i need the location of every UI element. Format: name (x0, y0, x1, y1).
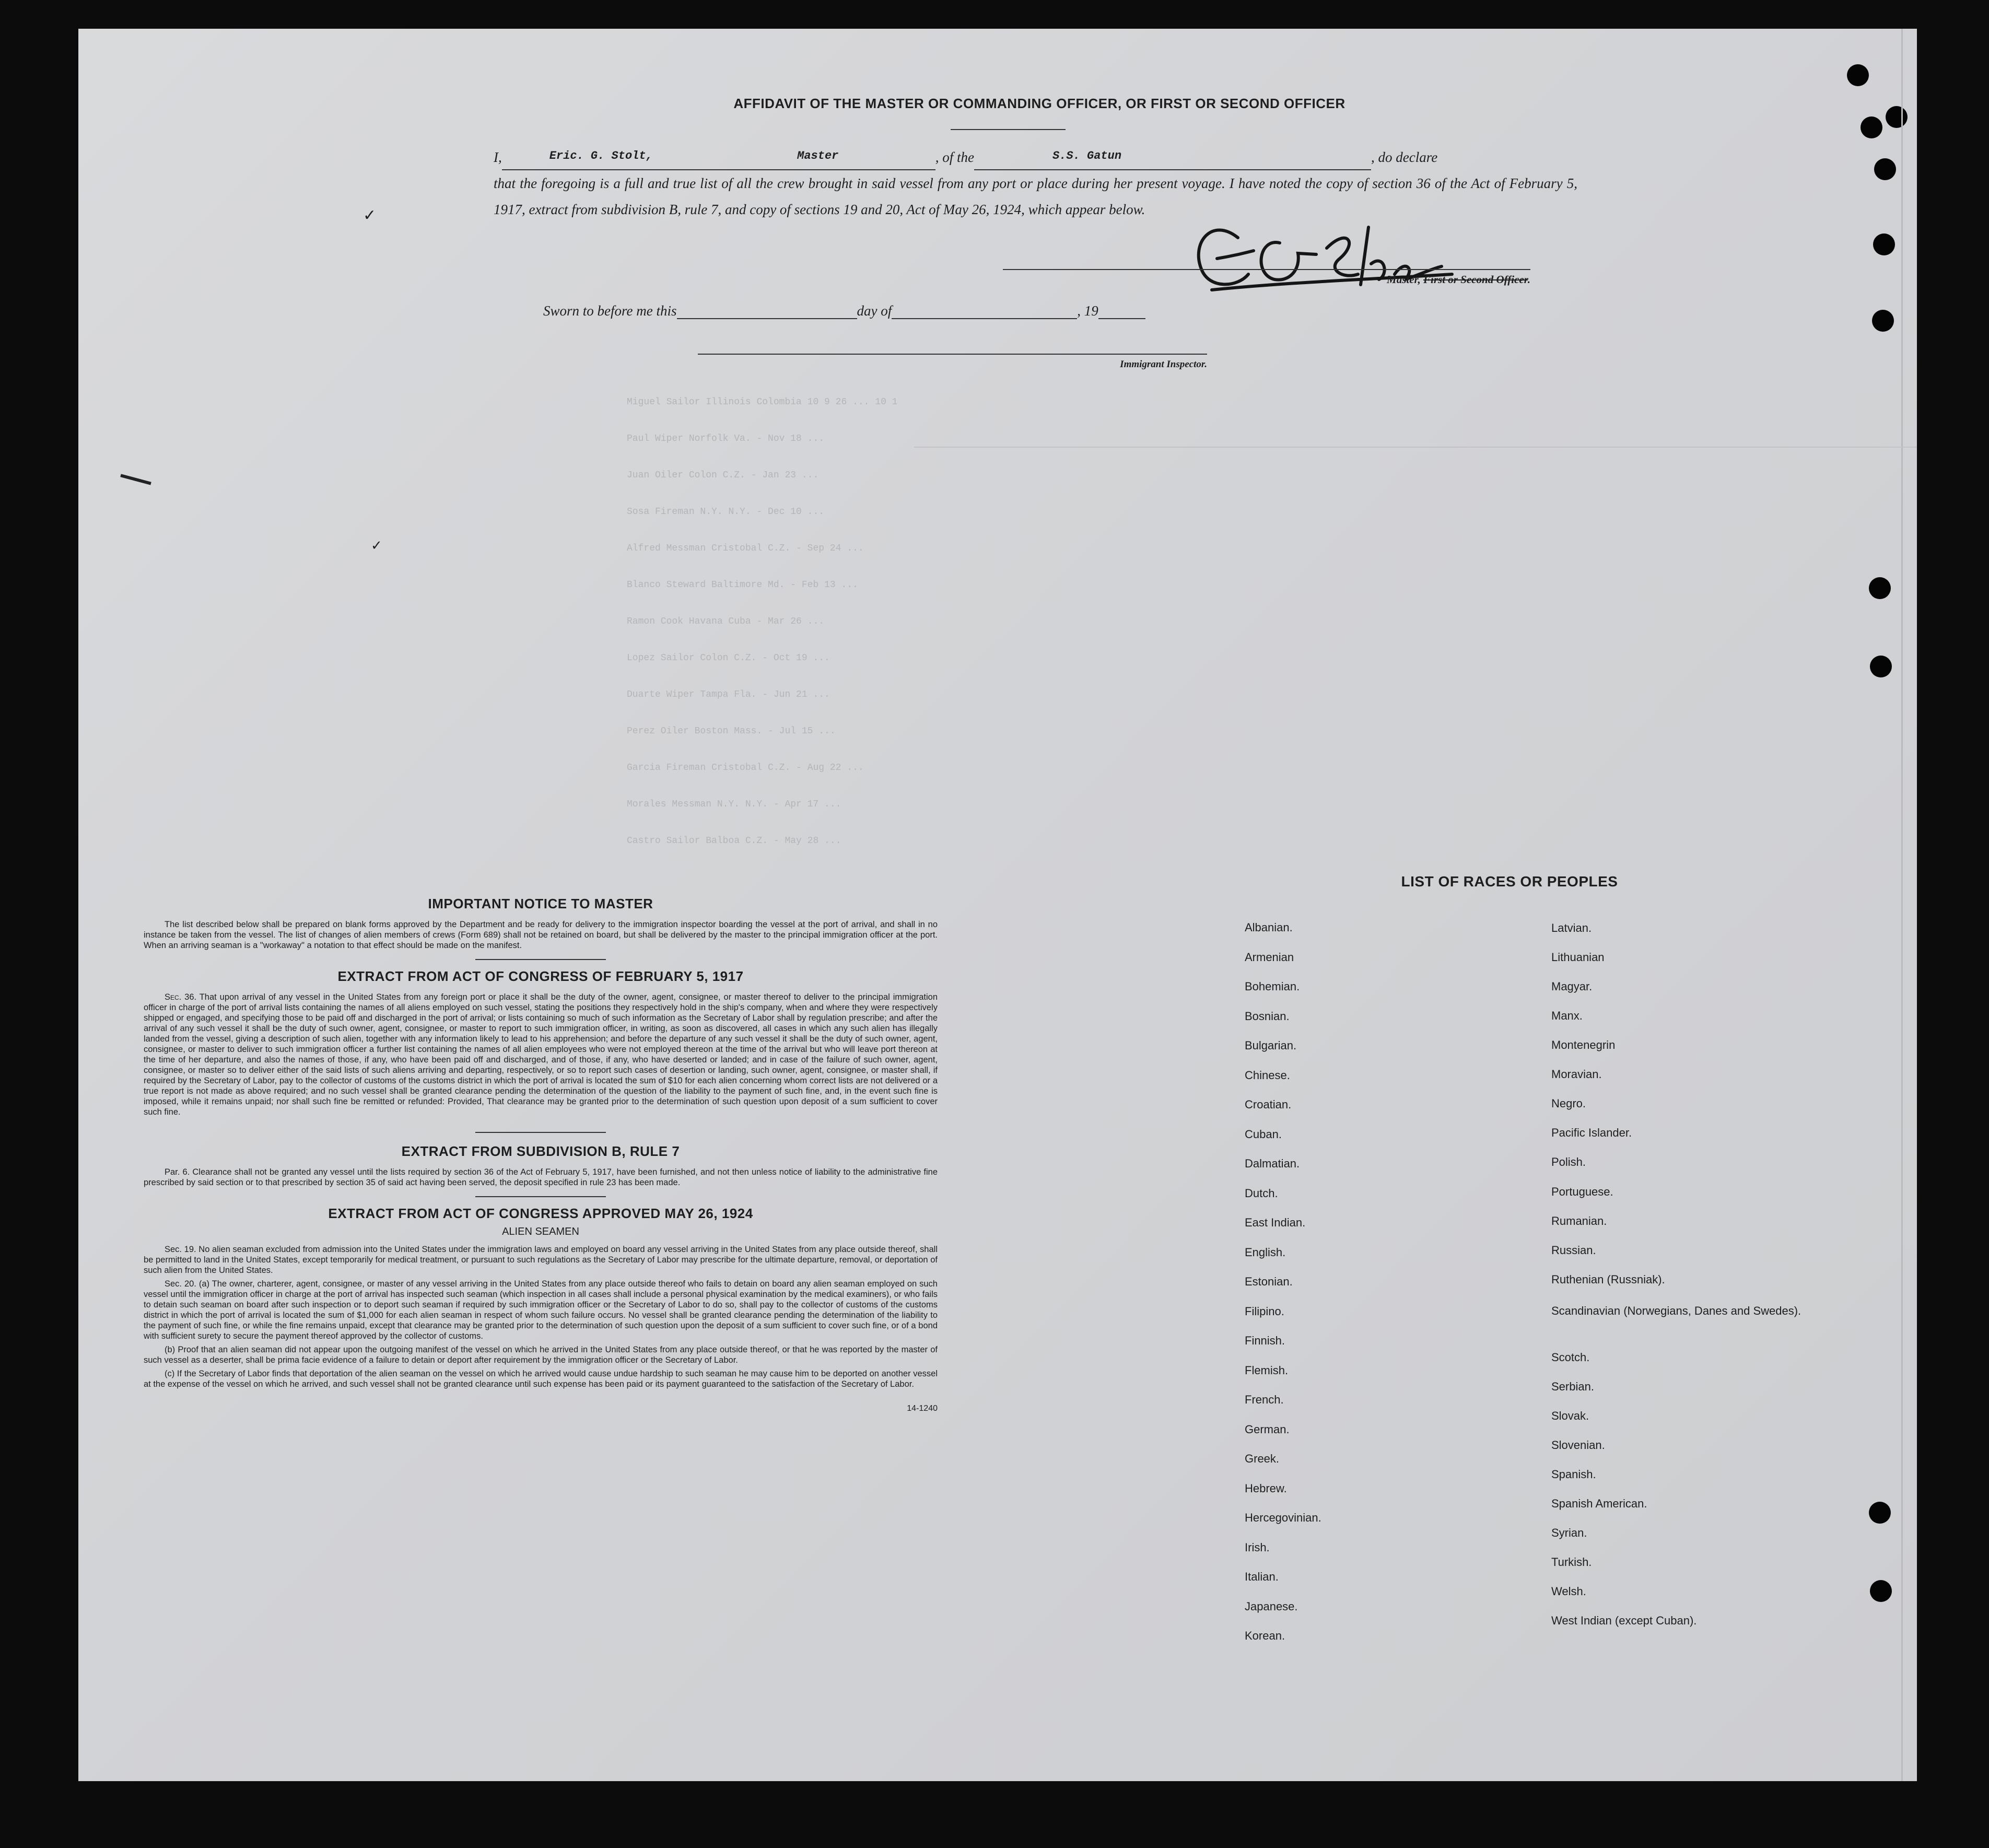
sec36-label: Sec. 36. (165, 992, 197, 1002)
race-item: Chinese. (1245, 1068, 1290, 1082)
race-item: Estonian. (1245, 1275, 1293, 1288)
race-item: Flemish. (1245, 1363, 1289, 1377)
form-number: 14-1240 (907, 1404, 938, 1413)
prefix-i: I, (494, 149, 502, 165)
race-item: Bosnian. (1245, 1009, 1290, 1023)
sworn-year-field[interactable] (1098, 318, 1145, 319)
race-item: Dutch. (1245, 1186, 1278, 1200)
title-rule (951, 129, 1066, 130)
race-item: Dalmatian. (1245, 1157, 1300, 1170)
race-item: Hebrew. (1245, 1481, 1287, 1495)
race-item: Japanese. (1245, 1599, 1298, 1613)
sec36-text: That upon arrival of any vessel in the United States from any foreign port or place it shall be the duty of the owner, agent, consignee, or master thereof to deliver to the principal immigration officer in charge of the port of arrival lists containing the names of all aliens employed on such vessel, stating the positions they respectively hold in the ship's company, when and where they were respectively shipped or engaged, and specifying those to be paid off and discharged in the port of arrival; or lists containing so much of such information as the Secretary of Labor shall by regulation prescribe; and after the arrival of any such vessel it shall be the duty of such owner, agent, consignee, or master to report to such immigration officer, in writing, as soon as discovered, all cases in which any such alien has illegally landed from the vessel, giving a description of such alien, together with any information likely to lead to his apprehension; and before the departure of any such vessel it shall be the duty of such owner, agent, consignee, or master to deliver to such immigration officer a further list containing the names of all alien employees who were not employed thereon at the time of the arrival but who will leave port thereon at the time of her departure, and also the names of those, if any, who have been paid off and discharged, and of those, if any, who have deserted or landed; and in case of the failure of such owner, agent, consignee, or master so to deliver either of the said lists of such aliens arriving and departing, respectively, or so to report such cases of desertion or landing, such owner, agent, consignee, or master shall, if required by the Secretary of Labor, pay to the collector of customs of the customs district in which the port of arrival is located the sum of $10 for each alien concerning whom correct lists are not delivered or a true report is not made as above required; and no such vessel shall be granted clearance pending the determination of the question of the liability to the payment of such fine, and, in the event such fine is imposed, while it remains unpaid; nor shall such fine be remitted or refunded: Provided, That clearance may be granted prior to the determination of such question upon deposit of a sum sufficient to cover such fine. (144, 992, 938, 1117)
punch-hole (1847, 64, 1869, 86)
race-item: Portuguese. (1551, 1185, 1613, 1198)
race-item: Bohemian. (1245, 980, 1300, 993)
signature-line (1003, 269, 1530, 270)
race-item: Turkish. (1551, 1555, 1592, 1569)
master-signature (1160, 196, 1483, 316)
extract-1924-title: EXTRACT FROM ACT OF CONGRESS APPROVED MAY 26, 1924 (328, 1206, 753, 1221)
declaration-first-line (494, 141, 1577, 170)
ink-mark: ✓ (363, 207, 377, 224)
document-page: Miguel Sailor Illinois Colombia 10 9 26 ... 10 1 Paul Wiper Norfolk Va. - Nov 18 ... Juan Oiler Colon C.Z. - Jan 23 ... Sosa Fireman N.Y. N.Y. - Dec 10 ... Alfred Messman Cristobal C.Z. - Sep 24 ... Blanco Steward Baltimore Md. - Feb 13 ... Ramon Cook Havana Cuba - Mar 26 ... Lopez Sailor Colon C.Z. - Oct 19 ... Duarte Wiper Tampa Fla. - Jun 21 ... Perez Oiler Boston Mass. - Jul 15 ... Garcia Fireman Cristobal C.Z. - Aug 22 ... Morales Messman N.Y. N.Y. - Apr 17 ... Castro Sailor Balboa C.Z. - May 28 ... AFFIDAVIT OF THE MASTER OR COMMANDING OFFICER, OR FIRST OR SECOND OFFICER I, Eric. G. Stolt, Master , of the S.S. Gatun , do declare that the foregoing is a full and true list of all the crew brought in said vessel from any port or place during her present voyage. I have noted the copy of section 36 of the Act of February 5, 1917, extract from subdivision B, rule 7, and copy of sections 19 and 20, Act of May 26, 1924, which appear below. Master, First or Second Officer. Sworn to before me this day of , 19 Immigrant Inspector. ✓ ✓ IMPORTANT NOTICE TO MASTER The list described below shall be prepared on blank forms approved by the Department and be ready for delivery to the immigration inspector boarding the vessel at the port of arrival, and shall in no instance be taken from the vessel. The list of changes of alien members of crews (Form 689) shall not be retained on board, but shall be delivered by the master to the principal immigration officer at the port. When an arriving seaman is a "workaway" a notation to that effect should be made on the manifest. EXTRACT FROM ACT OF CONGRESS OF FEBRUARY 5, 1917 Sec. 36. That upon arrival of any vessel in the United States from any foreign port or place it shall be the duty of the owner, agent, consignee, or master thereof to deliver to the principal immigration officer in charge of the port of arrival lists containing the names of all aliens employed on such vessel, stating the positions they respectively hold in the ship's company, when and where they were respectively shipped or engaged, and specifying those to be paid off and discharged in the port of arrival; or lists containing so much of such information as the Secretary of Labor shall by regulation prescribe; and after the arrival of any such vessel it shall be the duty of such owner, agent, consignee, or master to report to such immigration officer, in writing, as soon as discovered, all cases in which any such alien has illegally landed from the vessel, giving a description of such alien, together with any information likely to lead to his apprehension; and before the departure of any such vessel it shall be the duty of such owner, agent, consignee, or master to deliver to such immigration officer a further list containing the names of all alien employees who were not employed thereon at the time of the arrival but who will leave port thereon at the time of her departure, and also the names of those, if any, who have been paid off and discharged, and of those, if any, who have deserted or landed; and in case of the failure of such owner, agent, consignee, or master so to deliver either of the said lists of such aliens arriving and departing, respectively, or so to report such cases of desertion or landing, such owner, agent, consignee, or master shall, if required by the Secretary of Labor, pay to the collector of customs of the customs district in which the port of arrival is located the sum of $10 for each alien concerning whom correct lists are not delivered or a true report is not made as above required; and no such vessel shall be granted clearance pending the determination of the question of the liability to the payment of such fine, and, in the event such fine is imposed, while it remains unpaid; nor shall such fine be remitted or refunded: Provided, That clearance may be granted prior to the determination of such question upon deposit of a sum sufficient to cover such fine. EXTRACT FROM SUBDIVISION B, RULE 7 Par. 6. Clearance shall not be granted any vessel until the lists required by section 36 of the Act of February 5, 1917, have been furnished, and not then unless notice of liability to the administrative fine prescribed by said section or to that prescribed by section 35 of said act having been served, the deposit specified in rule 23 has been made. EXTRACT FROM ACT OF CONGRESS APPROVED MAY 26, 1924 ALIEN SEAMEN Sec. 19. No alien seaman excluded from admission into the United States under the immigration laws and employed on board any vessel arriving in the United States from any place outside thereof, shall be permitted to land in the United States, except temporarily for medical treatment, or pursuant to such regulations as the Secretary of Labor may prescribe for the ultimate departure, removal, or deportation of such alien from the United States. Sec. 20. (a) The owner, charterer, agent, consignee, or master of any vessel arriving in the United States from any place outside thereof who fails to detain on board any alien seaman employed on such vessel until the immigration officer in charge at the port of arrival has inspected such seaman (which inspection in all cases shall include a personal physical examination by the medical examiners), or who fails to detain such seaman on board after such inspection or to deport such seaman if required by such immigration officer or the Secretary of Labor to do so, shall pay to the collector of customs of the customs district in which the port of arrival is located the sum of $1,000 for each alien seaman in respect of whom such failure occurs. No vessel shall be granted clearance pending the determination of the liability to the payment of such fine, or while the fine remains unpaid, except that clearance may be granted prior to the determination of such question upon the deposit of a sum sufficient to cover such fine, or of a bond with sufficient surety to secure the payment thereof approved by the collector of customs. (b) Proof that an alien seaman did not appear upon the outgoing manifest of the vessel on which he arrived in the United States from any place outside thereof, or that he was reported by the master of such vessel as a deserter, shall be prima facie evidence of a failure to detain or deport after requirement by the immigration officer or the Secretary of Labor. (c) If the Secretary of Labor finds that deportation of the alien seaman on the vessel on which he arrived would cause undue hardship to such seaman he may cause him to be deported on another vessel at the expense of the vessel on which he arrived, and such vessel shall not be granted clearance until such expense has been paid or its payment guaranteed to the satisfaction of the Secretary of Labor. 14-1240 LIST OF RACES OR PEOPLES Albanian. Armenian Bohemian. Bosnian. Bulgarian. Chinese. Croatian. Cuban. Dalmatian. Dutch. East Indian. English. Estonian. Filipino. Finnish. Flemish. French. German. Greek. Hebrew. Hercegovinian. Irish. Italian. Japanese. Korean. Latvian. Lithuanian Magyar. Manx. Montenegrin Moravian. Negro. Pacific Islander. Polish. Portuguese. Rumanian. Russian. Ruthenian (Russniak). Scandinavian (Norwegians, Danes and Swedes). Scotch. Serbian. Slovak. Slovenian. Spanish. Spanish American. Syrian. Turkish. Welsh. West Indian (except Cuban). (78, 29, 1917, 1781)
race-item: Welsh. (1551, 1585, 1586, 1598)
race-item: Rumanian. (1551, 1214, 1607, 1227)
race-item: Pacific Islander. (1551, 1126, 1632, 1139)
punch-hole (1870, 1580, 1892, 1602)
subdivision-body: Par. 6. Clearance shall not be granted any vessel until the lists required by section 36 of the Act of February 5, 1917, have been furnished, and not then unless notice of liability to the administrative fine prescribed by said section or to that prescribed by section 35 of said act having been served, the deposit specified in rule 23 has been made. (144, 1167, 938, 1187)
sec20c-text: (c) If the Secretary of Labor finds that deportation of the alien seaman on the vessel on which he arrived would cause undue hardship to such seaman he may cause him to be deported on another vessel at the expense of the vessel on which he arrived, and such vessel shall not be granted clearance until such expense has been paid or its payment guaranteed to the satisfaction of the Secretary of Labor. (144, 1369, 938, 1389)
race-item: French. (1245, 1393, 1284, 1406)
sworn-line (543, 303, 1145, 319)
punch-hole (1869, 577, 1891, 599)
race-item: Finnish. (1245, 1334, 1285, 1347)
year-prefix: , 19 (1077, 303, 1098, 319)
race-item: English. (1245, 1245, 1286, 1259)
notice-body: The list described below shall be prepared on blank forms approved by the Department and be ready for delivery to the immigration inspector boarding the vessel at the port of arrival, and shall in no instance be taken from the vessel. The list of changes of alien members of crews (Form 689) shall not be retained on board, but shall be delivered by the master to the principal immigration officer at the port. When an arriving seaman is a "workaway" a notation to that effect should be made on the manifest. (144, 920, 938, 950)
race-item: Lithuanian (1551, 951, 1605, 964)
punch-hole (1869, 1502, 1891, 1524)
punch-hole (1861, 116, 1882, 138)
fold-line (914, 447, 1917, 448)
section-rule (475, 1196, 606, 1197)
race-item: West Indian (except Cuban). (1551, 1614, 1697, 1627)
inspector-label: Immigrant Inspector. (1120, 359, 1207, 370)
race-item: Albanian. (1245, 921, 1293, 934)
race-item: Magyar. (1551, 980, 1593, 993)
vessel-field (974, 141, 1371, 170)
signer-end: . (1527, 273, 1530, 286)
punch-hole (1872, 310, 1894, 332)
ink-mark (120, 474, 151, 485)
punch-hole (1874, 158, 1896, 180)
race-item: German. (1245, 1422, 1290, 1436)
sworn-day-field[interactable] (677, 318, 857, 319)
race-item: Slovak. (1551, 1409, 1589, 1422)
race-item: Slovenian. (1551, 1438, 1605, 1452)
race-item: Syrian. (1551, 1526, 1587, 1539)
sec20b-text: (b) Proof that an alien seaman did not appear upon the outgoing manifest of the vessel on which he arrived in the United States from any place outside thereof, or that he was reported by the master of such vessel as a deserter, shall be prima facie evidence of a failure to detain or deport after requirement by the immigration officer or the Secretary of Labor. (144, 1345, 938, 1365)
affidavit-title: AFFIDAVIT OF THE MASTER OR COMMANDING OFFICER, OR FIRST OR SECOND OFFICER (733, 96, 1346, 111)
race-item: Filipino. (1245, 1304, 1284, 1318)
race-item: Latvian. (1551, 921, 1592, 934)
do-declare-label: , do declare (1371, 149, 1438, 165)
race-item: Scotch. (1551, 1351, 1590, 1364)
fold-line (1901, 29, 1903, 1781)
race-item: Moravian. (1551, 1068, 1602, 1081)
race-item: Armenian (1245, 950, 1294, 964)
master-name: Eric. G. Stolt, (549, 149, 653, 162)
subdivision-title: EXTRACT FROM SUBDIVISION B, RULE 7 (401, 1143, 680, 1159)
race-item: Montenegrin (1551, 1038, 1616, 1051)
race-item: Greek. (1245, 1452, 1280, 1465)
punch-hole (1873, 233, 1895, 255)
of-the-label: , of the (935, 149, 974, 165)
extract-1917-body (144, 992, 938, 1117)
race-item: Russian. (1551, 1244, 1596, 1257)
race-item: Scandinavian (Norwegians, Danes and Swedes). (1551, 1304, 1801, 1317)
notices-column (144, 896, 938, 1413)
sworn-prefix: Sworn to before me this (543, 303, 677, 319)
race-item: East Indian. (1245, 1216, 1306, 1229)
master-rank: Master (797, 149, 839, 162)
race-item: Korean. (1245, 1629, 1285, 1642)
signer-label: Master, (1387, 273, 1424, 286)
ink-mark: ✓ (371, 538, 382, 553)
sec19-text: Sec. 19. No alien seaman excluded from admission into the United States under the immigration laws and employed on board any vessel arriving in the United States from any place outside thereof, shall be permitted to land in the United States, except temporarily for medical treatment, or pursuant to such regulations as the Secretary of Labor may prescribe for the ultimate departure, removal, or deportation of such alien from the United States. (144, 1245, 938, 1275)
race-item: Cuban. (1245, 1127, 1282, 1141)
notice-title: IMPORTANT NOTICE TO MASTER (428, 896, 653, 911)
race-item: Hercegovinian. (1245, 1511, 1321, 1524)
race-item: Manx. (1551, 1009, 1583, 1022)
section-rule (475, 1132, 606, 1133)
race-item: Croatian. (1245, 1098, 1292, 1111)
name-field (502, 141, 700, 170)
sworn-month-field[interactable] (892, 318, 1077, 319)
alien-seamen-subtitle: ALIEN SEAMEN (502, 1226, 579, 1237)
declaration-body: that the foregoing is a full and true list of all the crew brought in said vessel from any port or place during her present voyage. I have noted the copy of section 36 of the Act of February 5, 1917, extract from subdivision B, rule 7, and copy of sections 19 and 20, Act of May 26, 1924, which appear below. (494, 176, 1577, 217)
race-item: Bulgarian. (1245, 1039, 1297, 1052)
extract-1917-title: EXTRACT FROM ACT OF CONGRESS OF FEBRUARY 5, 1917 (337, 968, 744, 984)
rank-field (700, 141, 935, 170)
sec20a-text: Sec. 20. (a) The owner, charterer, agent, consignee, or master of any vessel arriving in the United States from any place outside thereof who fails to detain on board any alien seaman employed on such vessel until the immigration officer in charge at the port of arrival has inspected such seaman (which inspection in all cases shall include a personal physical examination by the medical examiners), or who fails to detain such seaman on board after such inspection or to deport such seaman if required by such immigration officer or the Secretary of Labor to do so, shall pay to the collector of customs of the customs district in which the port of arrival is located the sum of $1,000 for each alien seaman in respect of whom such failure occurs. No vessel shall be granted clearance pending the determination of the liability to the payment of such fine, or while the fine remains unpaid, except that clearance may be granted prior to the determination of such question upon the deposit of a sum sufficient to cover such fine, or of a bond with sufficient surety to secure the payment thereof approved by the collector of customs. (144, 1279, 938, 1341)
race-item: Negro. (1551, 1097, 1586, 1110)
race-item: Spanish American. (1551, 1497, 1647, 1510)
race-item: Irish. (1245, 1540, 1270, 1554)
day-of-label: day of (857, 303, 892, 319)
vessel-name: S.S. Gatun (1052, 149, 1122, 162)
signer-struck-text: First or Second Officer (1423, 273, 1528, 286)
race-item: Spanish. (1551, 1468, 1596, 1481)
race-item: Italian. (1245, 1570, 1279, 1583)
race-item: Ruthenian (Russniak). (1551, 1273, 1665, 1286)
section-rule (475, 959, 606, 960)
race-item: Polish. (1551, 1155, 1586, 1168)
punch-hole (1870, 656, 1892, 677)
races-title: LIST OF RACES OR PEOPLES (1401, 873, 1618, 890)
race-item: Serbian. (1551, 1380, 1594, 1393)
signer-title (1227, 273, 1530, 286)
inspector-signature-line (698, 354, 1207, 355)
punch-hole (1886, 106, 1908, 128)
